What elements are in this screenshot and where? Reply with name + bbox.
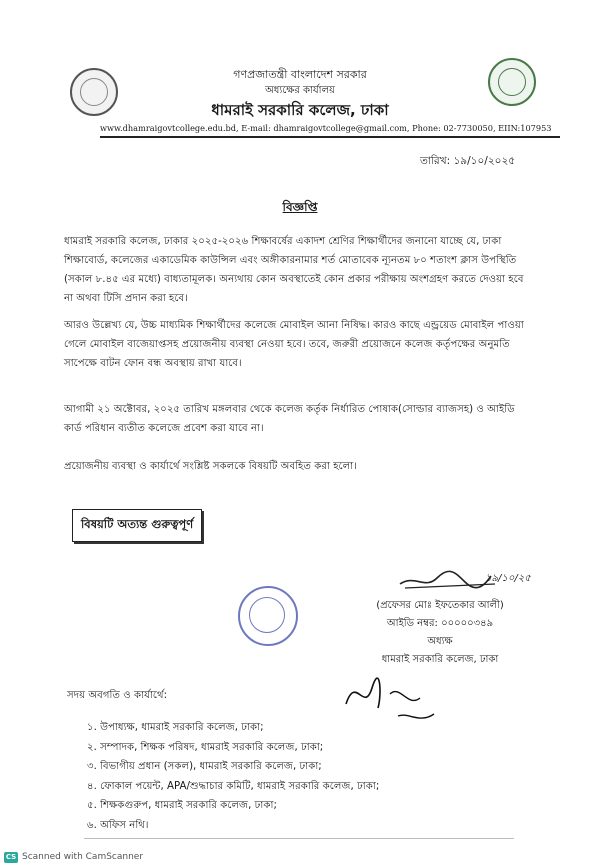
header-college-name: ধামরাই সরকারি কলেজ, ঢাকা [211, 101, 389, 119]
header-contact: www.dhamraigovtcollege.edu.bd, E-mail: dhamraigovtcollege@gmail.com, Phone: 02-7730050, EIIN:107953 [100, 123, 552, 133]
list-item: ৪. ফোকাল পয়েন্ট, APA/শুদ্ধাচার কমিটি, ধামরাই সরকারি কলেজ, ঢাকা; [87, 780, 380, 792]
list-item: ৬. অফিস নথি। [87, 819, 149, 831]
notice-date: তারিখ: ১৯/১০/২০২৫ [420, 155, 516, 167]
footer-divider [84, 838, 514, 839]
important-note-box: বিষয়টি অত্যন্ত গুরুত্বপূর্ণ [72, 509, 202, 542]
paragraph-inform: প্রয়োজনীয় ব্যবস্থা ও কার্যার্থে সংশ্লিষ্ট সকলকে বিষয়টি অবহিত করা হলো। [64, 461, 357, 472]
distribution-heading: সদয় অবগতি ও কার্যার্থে: [67, 690, 168, 701]
signature-date: ১৯/১০/২৫ [485, 573, 531, 584]
signatory-name: (প্রফেসর মোঃ ইফতেকার আলী) [376, 600, 504, 611]
signatory-designation: অধ্যক্ষ [427, 636, 453, 647]
list-item: ৫. শিক্ষকগুরুপ, ধামরাই সরকারি কলেজ, ঢাকা; [87, 800, 277, 811]
header-office: অধ্যক্ষের কার্যালয় [265, 85, 335, 96]
list-item: ১. উপাধ্যক্ষ, ধামরাই সরকারি কলেজ, ঢাকা; [87, 722, 264, 733]
distribution-list [87, 718, 507, 835]
scanner-label: Scanned with CamScanner [22, 852, 144, 862]
list-item: ৩. বিভাগীয় প্রধান (সকল), ধামরাই সরকারি কলেজ, ঢাকা; [87, 761, 322, 772]
office-stamp [238, 586, 298, 646]
signatory-college: ধামরাই সরকারি কলেজ, ঢাকা [381, 654, 499, 665]
header-divider [100, 136, 560, 138]
signatory-id: আইডি নম্বর: ০০০০০৩৪৯ [386, 618, 494, 629]
paragraph-dress-code: আগামী ২১ অক্টোবর, ২০২৫ তারিখ মঙ্গলবার থেকে কলেজ কর্তৃক নির্ধারিত পোষাক(সোল্ডার ব্যাজসহ) ও আইডি কার্ড পরিধান ব্যতীত কলেজে প্রবেশ করা যাবে না। [64, 404, 515, 434]
header-govt: গণপ্রজাতন্ত্রী বাংলাদেশ সরকার [233, 68, 367, 81]
paragraph-attendance: ধামরাই সরকারি কলেজ, ঢাকার ২০২৫-২০২৬ শিক্ষাবর্ষের একাদশ শ্রেণির শিক্ষার্থীদের জনানো যাচ্ছে যে, ঢাকা শিক্ষাবোর্ড, কলেজের একাডেমিক কাউন্সিল এবং অঙ্গীকারনামার শর্ত মোতাবেক ন্যূনতম ৮০ শতাংশ ক্লাস উপস্থিতি (সকাল ৮.৪৫ এর মধ্যে) বাধ্যতামূলক। অন্যথায় কোন অবস্থাতেই কোন প্রকার পরীক্ষায় অংশগ্রহণ করতে দেওয়া হবে না অথবা টিসি প্রদান করা হবে। [64, 236, 524, 304]
camscanner-icon: CS [5, 853, 17, 861]
notice-title: বিজ্ঞপ্তি [282, 200, 318, 214]
list-item: ২. সম্পাদক, শিক্ষক পরিষদ, ধামরাই সরকারি কলেজ, ঢাকা; [87, 741, 324, 753]
paragraph-mobile: আরও উল্লেখ্য যে, উচ্চ মাধ্যমিক শিক্ষার্থীদের কলেজে মোবাইল আনা নিষিদ্ধ। কারও কাছে এন্ড্রয়েড মোবাইল পাওয়া গেলে মোবাইল বাজেয়াপ্তসহ প্রয়োজনীয় ব্যবস্থা নেওয়া হবে। তবে, জরুরী প্রয়োজনে কলেজ কর্তৃপক্ষের অনুমতি সাপেক্ষে বাটন ফোন বন্ধ অবস্থায় রাখা যাবে। [64, 320, 524, 369]
